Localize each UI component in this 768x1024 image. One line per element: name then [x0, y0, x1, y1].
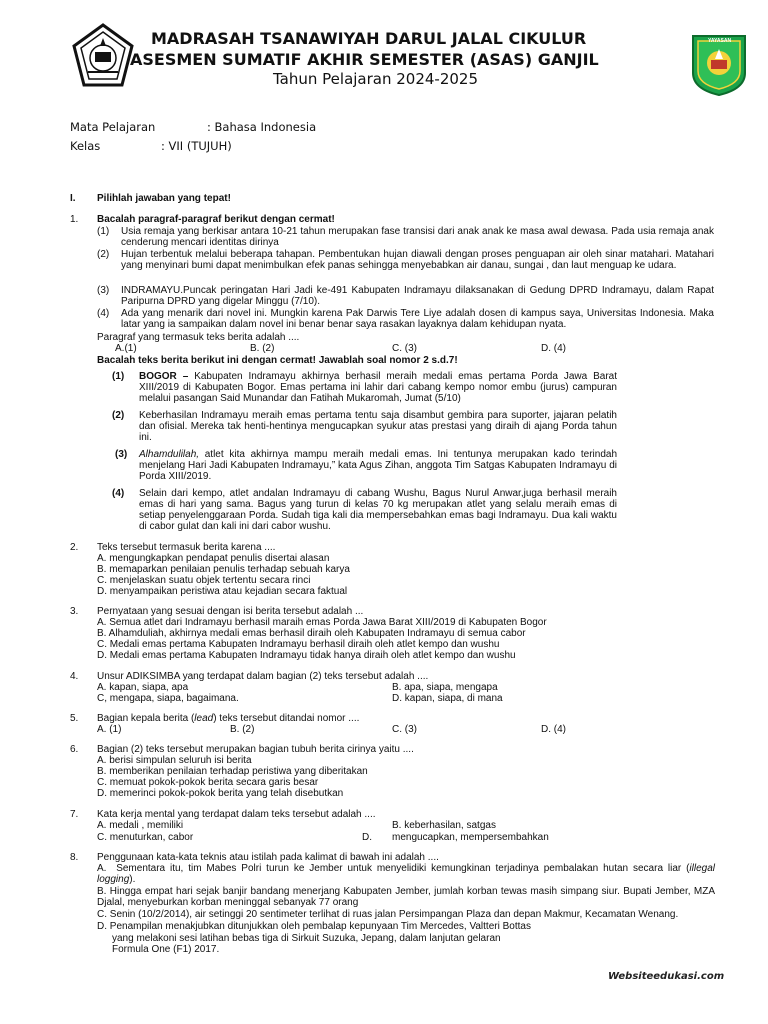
q4-option-d[interactable]: D. kapan, siapa, di mana	[392, 693, 503, 704]
q7-option-a[interactable]: A. medali , memiliki	[97, 820, 184, 831]
q6-option-b[interactable]: B. memberikan penilaian terhadap peristiwa yang diberitakan	[97, 766, 368, 777]
q1-question: Paragraf yang termasuk teks berita adalah ....	[97, 332, 300, 343]
q8-text: Penggunaan kata-kata teknis atau istilah pada kalimat di bawah ini adalah ....	[97, 852, 439, 863]
q1-para-number: (1)	[97, 226, 110, 237]
footer-watermark: Websiteedukasi.com	[608, 971, 725, 982]
q8-number: 8.	[70, 852, 79, 863]
q5-option-c[interactable]: C. (3)	[392, 724, 417, 735]
q5-option-d[interactable]: D. (4)	[541, 724, 566, 735]
academic-year: Tahun Pelajaran 2024-2025	[273, 70, 479, 88]
q1-para-number: (4)	[97, 308, 110, 319]
q6-option-a[interactable]: A. berisi simpulan seluruh isi berita	[97, 755, 252, 766]
q1-option-d[interactable]: D. (4)	[541, 343, 566, 354]
q3-number: 3.	[70, 606, 79, 617]
q4-option-c[interactable]: C, mengapa, siapa, bagaimana.	[97, 693, 239, 704]
section-title: Pilihlah jawaban yang tepat!	[97, 193, 231, 204]
q6-option-d[interactable]: D. memerinci pokok-pokok berita yang telah disebutkan	[97, 788, 344, 799]
news-para-number: (4)	[112, 488, 125, 499]
q1-paragraph: Usia remaja yang berkisar antara 10-21 tahun merupakan fase transisi dari anak anak ke masa awal dewasa. Pada usia remaja anak cenderung mencari identitas dirinya	[121, 226, 714, 248]
q5-number: 5.	[70, 713, 79, 724]
class-value: : VII (TUJUH)	[161, 139, 232, 153]
q1-number: 1.	[70, 214, 79, 225]
news-para-number: (3)	[115, 449, 128, 460]
news-paragraph: Selain dari kempo, atlet andalan Indramayu di cabang Wushu, Bagus Nurul Anwar,juga berhasil meraih emas di hari yang sama. Bagus yang turun di kelas 70 kg merupakan atlet yang selalu meraih emas di setiap penyelenggaraan Porda. Sudah tiga kali dia mempersebahkan emas bagi Indramayu. Dua kali waktu di cabor gulat dan kali ini dari cabor wushu.	[139, 488, 617, 532]
q5-option-a[interactable]: A. (1)	[97, 724, 122, 735]
q5-text: Bagian kepala berita (lead) teks tersebut ditandai nomor ....	[97, 713, 360, 724]
kemenag-emblem-icon	[70, 22, 136, 92]
news-text: atlet kita akhirnya mampu meraih medali emas. Ini tentunya merupakan kado terindah menjelang Hari Jadi Kabupaten Indramayu,” kata Agus Zihan, anggota Tim Satgas Kabupaten Indramayu di Porda XIII/2019.	[139, 449, 618, 482]
q8-option-c[interactable]: C. Senin (10/2/2014), air setinggi 20 sentimeter terlihat di ruas jalan Persimpangan Plaza dan depan Makmur, Kecamatan Wenang.	[97, 909, 679, 920]
right-logo	[690, 33, 748, 97]
q1-para-number: (2)	[97, 249, 110, 260]
q3-option-a[interactable]: A. Semua atlet dari Indramayu berhasil maraih emas Porda Jawa Barat XIII/2019 di Kabupaten Bogor	[97, 617, 547, 628]
q2-option-d[interactable]: D. menyampaikan peristiwa atau kejadian secara faktual	[97, 586, 348, 597]
q1-paragraph: INDRAMAYU.Puncak peringatan Hari Jadi ke-491 Kabupaten Indramayu dilaksanakan di Gedung DPRD Indramayu, dalam Rapat Paripurna DPRD yang digelar Minggu (7/10).	[121, 285, 714, 307]
q8-option-a[interactable]: A. Sementara itu, tim Mabes Polri turun ke Jember untuk menyelidiki kemungkinan terjadinya pembalakan hutan secara liar (illegal logging).	[97, 863, 715, 885]
q7-option-c[interactable]: C. menuturkan, cabor	[97, 832, 194, 843]
q8-option-d[interactable]: D. Penampilan menakjubkan ditunjukkan oleh pembalap kepunyaan Tim Mercedes, Valtteri Bottas	[97, 921, 531, 932]
section-number: I.	[70, 193, 76, 204]
q8-option-b[interactable]: B. Hingga empat hari sejak banjir bandang menerjang Kabupaten Jember, jumlah korban tewas masih simpang siur. Bupati Jember, MZA Djalal, menyeburkan korban meninggal sebanyak 77 orang	[97, 886, 715, 908]
q5-option-b[interactable]: B. (2)	[230, 724, 255, 735]
crest-label: YAYASAN	[708, 38, 732, 44]
class-label: Kelas	[70, 139, 101, 153]
news-paragraph	[139, 371, 617, 404]
q4-number: 4.	[70, 671, 79, 682]
q3-option-c[interactable]: C. Medali emas pertama Kabupaten Indramayu berhasil diraih oleh atlet kempo dan wushu	[97, 639, 500, 650]
q1-option-c[interactable]: C. (3)	[392, 343, 417, 354]
q6-text: Bagian (2) teks tersebut merupakan bagian tubuh berita cirinya yaitu ....	[97, 744, 414, 755]
q7-number: 7.	[70, 809, 79, 820]
news-instruction: Bacalah teks berita berikut ini dengan cermat! Jawablah soal nomor 2 s.d.7!	[97, 355, 458, 366]
q3-option-d[interactable]: D. Medali emas pertama Kabupaten Indramayu tidak hanya diraih oleh atlet kempo dan wushu	[97, 650, 516, 661]
news-text: Kabupaten Indramayu akhirnya berhasil meraih medali emas pertama Porda Jawa Barat XIII/2019 di Kabupaten Bogor. Emas pertama ini lahir dari cabang kempo nomor embu (jurus) campuran melalui pasangan Said Munandar dan Fatihah Mukaromah, Jumat (5/10)	[139, 371, 617, 404]
news-para-number: (2)	[112, 410, 125, 421]
news-paragraph: Keberhasilan Indramayu meraih emas pertama tentu saja disambut gembira para suporter, jajaran pelatih dan ofisial. Mereka tak henti-hentinya mengucapkan syukur atas prestasi yang diraih di ajang Porda tahun ini.	[139, 410, 617, 443]
q1-paragraph: Hujan terbentuk melalui beberapa tahapan. Pembentukan hujan diawali dengan proses penguapan air oleh sinar matahari. Matahari yang menyinari bumi dapat menimbulkan efek panas sehingga menyebabkan air danau, sungai , dan laut menguap ke udara.	[121, 249, 714, 271]
news-quote-lead: Alhamdulilah,	[139, 449, 200, 460]
q8-option-d-line2: yang melakoni sesi latihan bebas tiga di Sirkuit Suzuka, Jepang, dalam lanjutan gelaran	[112, 933, 501, 944]
q6-option-c[interactable]: C. memuat pokok-pokok berita secara garis besar	[97, 777, 319, 788]
school-name: MADRASAH TSANAWIYAH DARUL JALAL CIKULUR	[151, 29, 587, 48]
q2-option-b[interactable]: B. memaparkan penilaian penulis terhadap sebuah karya	[97, 564, 350, 575]
q7-option-b[interactable]: B. keberhasilan, satgas	[392, 820, 496, 831]
q7-option-d-letter[interactable]: D.	[362, 832, 372, 843]
q8-option-d-line3: Formula One (F1) 2017.	[112, 944, 220, 955]
q4-text: Unsur ADIKSIMBA yang terdapat dalam bagian (2) teks tersebut adalah ....	[97, 671, 429, 682]
q2-option-c[interactable]: C. menjelaskan suatu objek tertentu secara rinci	[97, 575, 311, 586]
q7-option-d[interactable]: mengucapkan, mempersembahkan	[392, 832, 549, 843]
q2-number: 2.	[70, 542, 79, 553]
news-para-number: (1)	[112, 371, 125, 382]
q3-text: Pernyataan yang sesuai dengan isi berita tersebut adalah ...	[97, 606, 364, 617]
q1-instruction: Bacalah paragraf-paragraf berikut dengan cermat!	[97, 214, 335, 225]
subject-label: Mata Pelajaran	[70, 120, 156, 134]
q3-option-b[interactable]: B. Alhamduliah, akhirnya medali emas berhasil diraih oleh Kabupaten Indramayu di semua cabor	[97, 628, 526, 639]
q1-option-b[interactable]: B. (2)	[250, 343, 275, 354]
news-dateline: BOGOR –	[139, 371, 189, 382]
q1-option-a[interactable]: A.(1)	[115, 343, 137, 354]
q6-number: 6.	[70, 744, 79, 755]
left-logo	[70, 22, 136, 92]
q2-text: Teks tersebut termasuk berita karena ....	[97, 542, 276, 553]
news-paragraph	[139, 449, 617, 482]
subject-value: : Bahasa Indonesia	[207, 120, 317, 134]
q1-para-number: (3)	[97, 285, 110, 296]
q7-text: Kata kerja mental yang terdapat dalam teks tersebut adalah ....	[97, 809, 376, 820]
q1-paragraph: Ada yang menarik dari novel ini. Mungkin karena Pak Darwis Tere Liye adalah dosen di kampus saya, Universitas Indonesia. Maka latar yang ia sampaikan dalam novel ini benar benar saya rasakan layaknya dalam kehidupan nyata.	[121, 308, 714, 330]
exam-title: ASESMEN SUMATIF AKHIR SEMESTER (ASAS) GANJIL	[130, 50, 599, 69]
q4-option-b[interactable]: B. apa, siapa, mengapa	[392, 682, 498, 693]
q4-option-a[interactable]: A. kapan, siapa, apa	[97, 682, 189, 693]
q2-option-a[interactable]: A. mengungkapkan pendapat penulis disertai alasan	[97, 553, 330, 564]
